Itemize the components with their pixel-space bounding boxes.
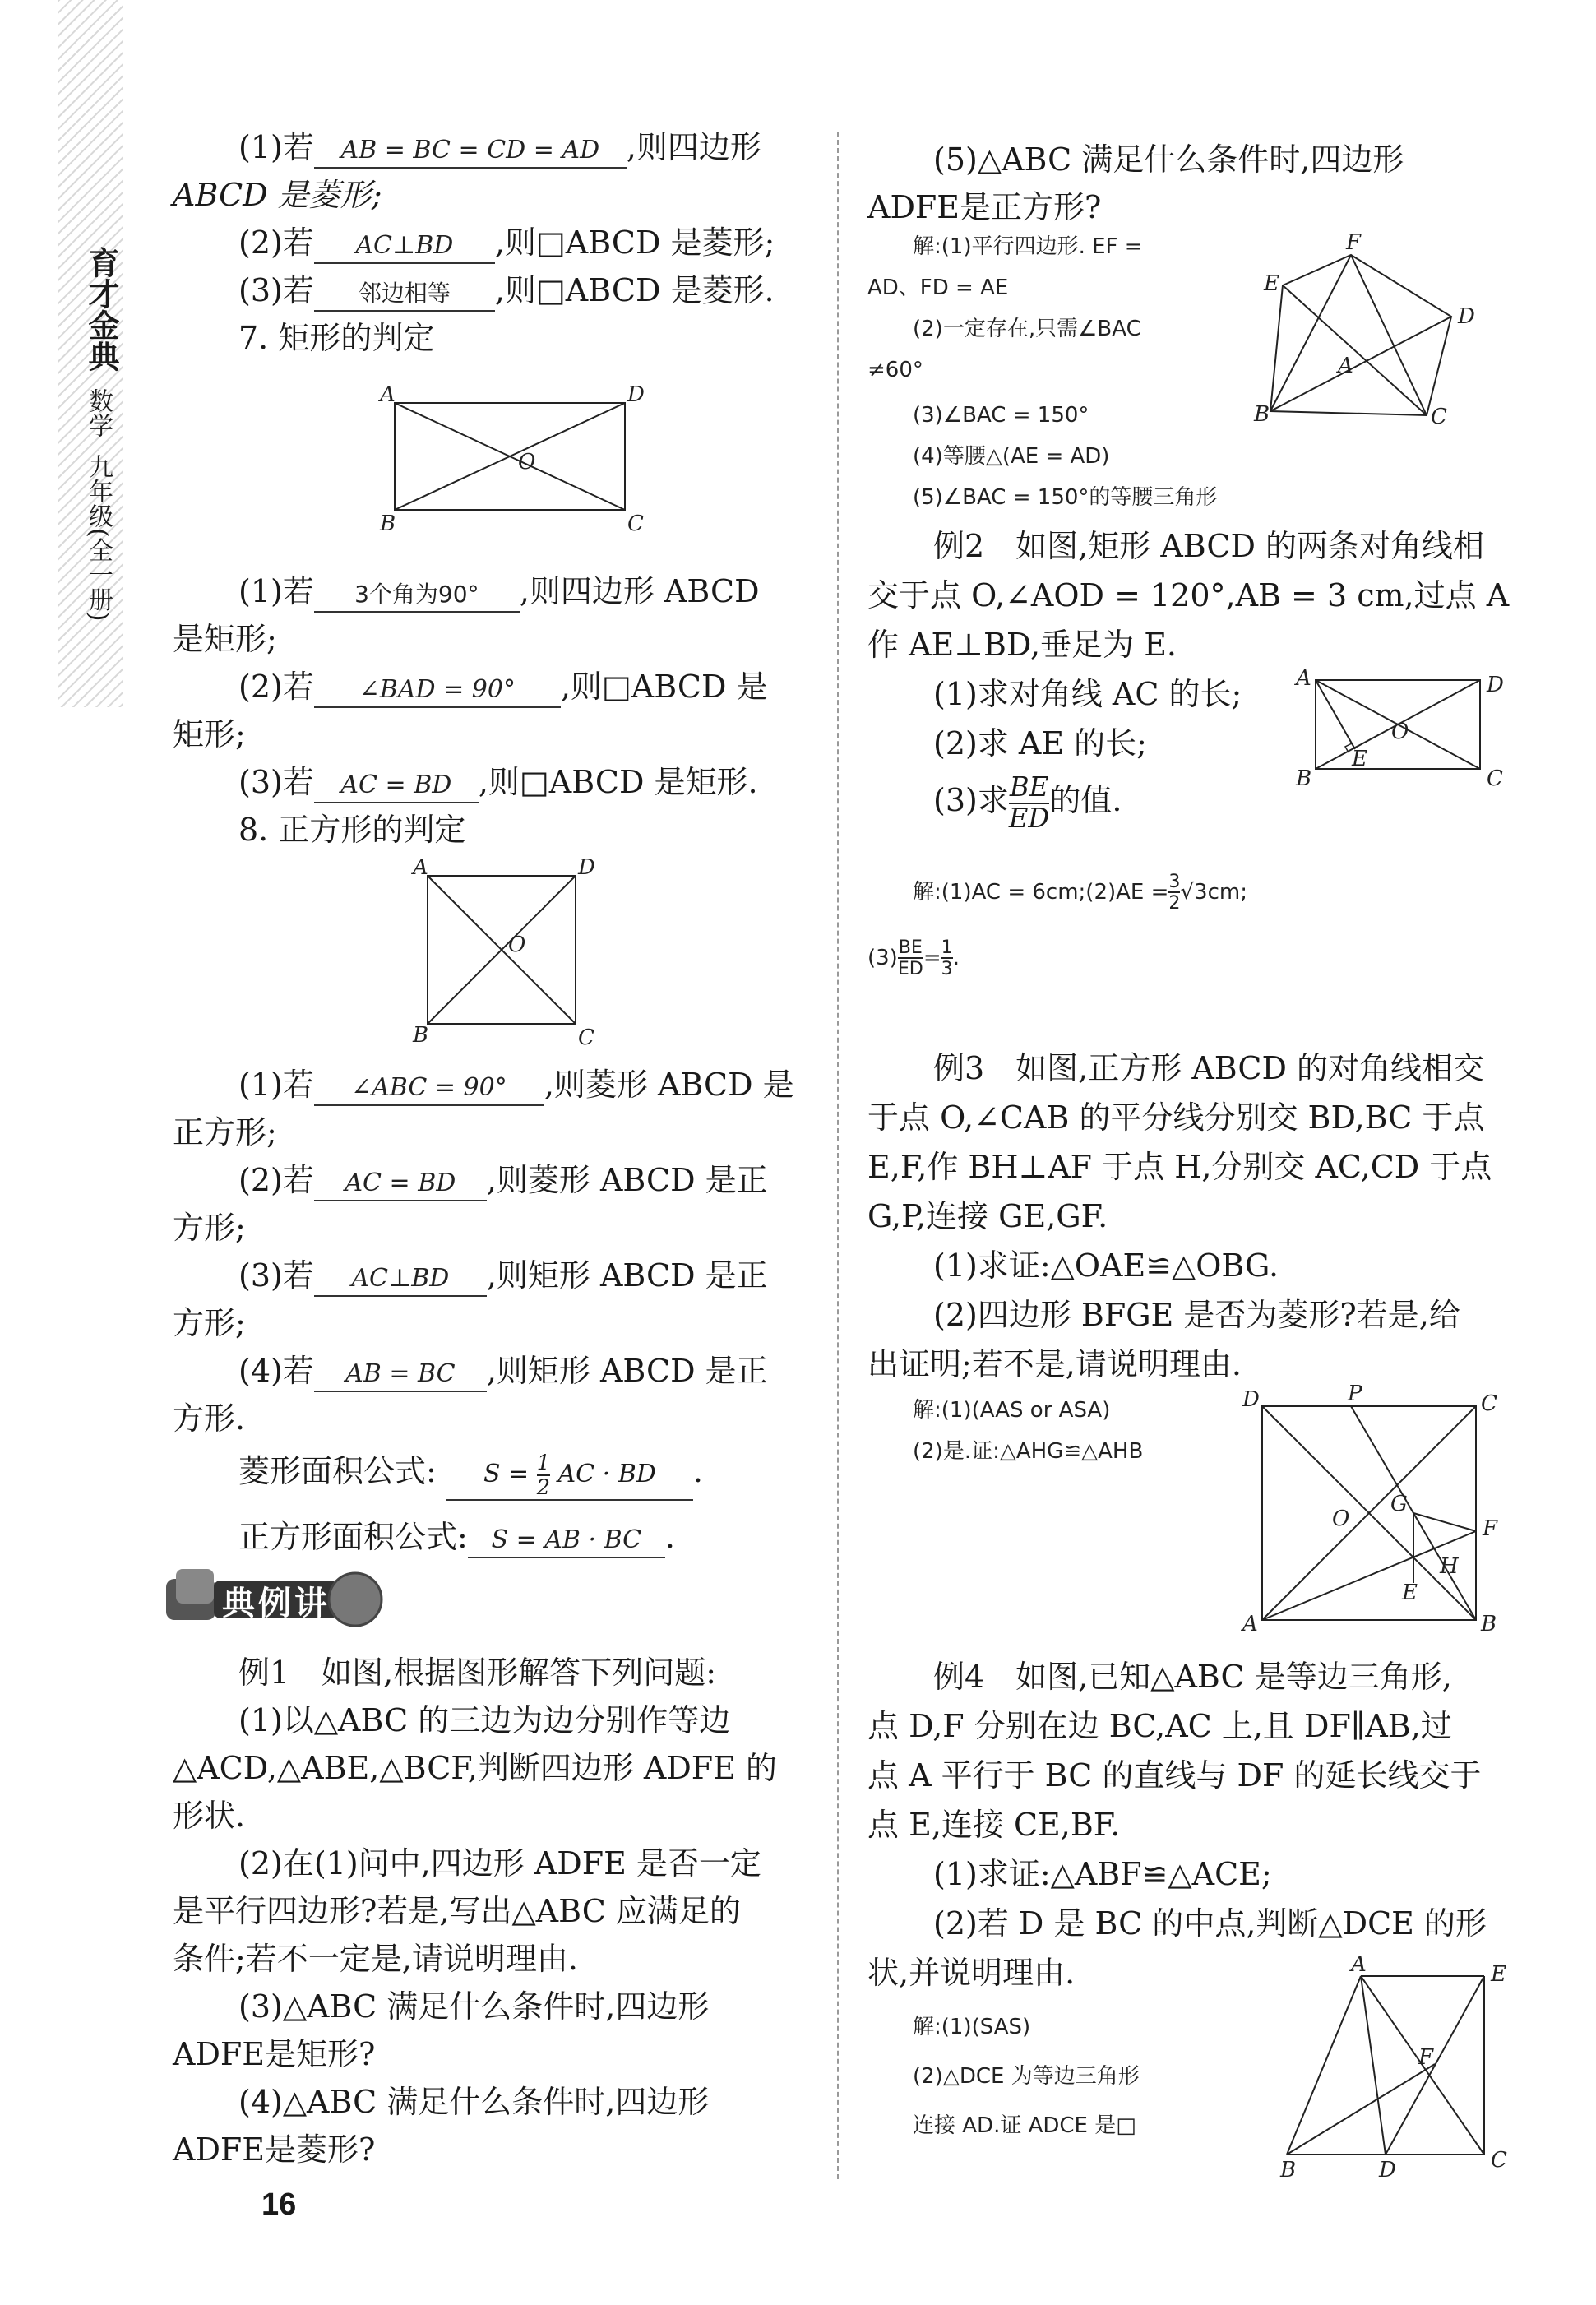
label-O: O — [508, 933, 526, 957]
ex4-line: 点 E,连接 CE,BF. — [867, 1807, 1121, 1843]
example-banner-text: 典例讲 — [222, 1585, 331, 1622]
answer-blank: AB = BC = CD = AD — [314, 134, 627, 169]
square-cond-2: (2)若 AC = BD ,则菱形 ABCD 是正 — [238, 1156, 768, 1204]
label-D: D — [1379, 2158, 1396, 2182]
example-4-figure — [1262, 1952, 1517, 2183]
label-A: A — [380, 382, 396, 407]
label-B: B — [1254, 402, 1270, 427]
ex1-line: 是平行四边形?若是,写出△ABC 应满足的 — [173, 1893, 741, 1929]
label-H: H — [1440, 1554, 1459, 1579]
ex1-q5-cont: ADFE是正方形? — [867, 189, 1102, 225]
ex1-line: (2)在(1)问中,四边形 ADFE 是否一定 — [238, 1845, 761, 1881]
ex1-solution-line: ≠60° — [867, 358, 923, 382]
label-O: O — [518, 450, 536, 474]
rhombus-cond-2: (2)若 AC⊥BD ,则□ABCD 是菱形; — [238, 219, 775, 266]
ex2-line: 作 AE⊥BD,垂足为 E. — [867, 627, 1177, 663]
ex4-solution-line: (2)△DCE 为等边三角形 — [913, 2064, 1140, 2089]
rhombus-area-formula: 菱形面积公式: S = $\frac{1}{2}$ AC · BD . — [238, 1450, 703, 1500]
ex1-line: 条件;若不一定是,请说明理由. — [173, 1941, 578, 1977]
answer-blank: AC⊥BD — [314, 229, 495, 264]
ex1-solution-line: (4)等腰△(AE = AD) — [913, 444, 1110, 469]
ex3-line: E,F,作 BH⊥AF 于点 H,分别交 AC,CD 于点 — [867, 1149, 1492, 1185]
rect-cond-3: (3)若 AC = BD ,则□ABCD 是矩形. — [238, 758, 758, 806]
rect-cond-1: (1)若 3个角为90° ,则四边形 ABCD — [238, 567, 760, 615]
ex1-line: ADFE是矩形? — [173, 2036, 376, 2072]
example-2-figure — [1291, 666, 1505, 794]
label-E: E — [1402, 1581, 1418, 1605]
label-B: B — [1280, 2158, 1297, 2182]
ex1-line: ADFE是菱形? — [173, 2131, 376, 2168]
rect-cond-1-cont: 是矩形; — [173, 621, 277, 657]
rect-cond-2-cont: 矩形; — [173, 716, 246, 752]
answer-blank: S = $\frac{1}{2}$ AC · BD — [446, 1451, 693, 1501]
label-E: E — [1352, 747, 1367, 771]
ex1-line: 例1 如图,根据图形解答下列问题: — [238, 1655, 717, 1691]
label-A: A — [413, 855, 428, 880]
label-C: C — [1481, 1391, 1497, 1416]
ex3-line: (2)四边形 BFGE 是否为菱形?若是,给 — [933, 1297, 1460, 1333]
square-cond-4: (4)若 AB = BC ,则矩形 ABCD 是正 — [238, 1347, 768, 1395]
column-divider — [837, 132, 839, 2179]
ex3-line: (1)求证:△OAE≌△OBG. — [933, 1247, 1279, 1284]
section-8-title: 8. 正方形的判定 — [238, 812, 466, 848]
label-O: O — [1332, 1507, 1350, 1531]
label-C: C — [578, 1025, 594, 1050]
ex3-line: G,P,连接 GE,GF. — [867, 1198, 1108, 1234]
ex3-solution-line: 解:(1)(AAS or ASA) — [913, 1398, 1111, 1423]
label-D: D — [1487, 673, 1504, 697]
label-A: A — [1351, 1952, 1367, 1977]
sidebar-grade: 九年级(全一册) — [84, 454, 113, 622]
ex2-line: (2)求 AE 的长; — [933, 725, 1147, 761]
label-P: P — [1348, 1382, 1362, 1406]
ex1-line: △ACD,△ABE,△BCF,判断四边形 ADFE 的 — [173, 1750, 777, 1786]
right-column — [867, 123, 1510, 2182]
example-3-figure — [1237, 1382, 1509, 1641]
ex1-line: 形状. — [173, 1798, 246, 1834]
ex3-solution-line: (2)是.证:△AHG≌△AHB — [913, 1439, 1144, 1464]
ex3-line: 于点 O,∠CAB 的平分线分别交 BD,BC 于点 — [867, 1099, 1485, 1136]
label-C: C — [1491, 2148, 1507, 2173]
label-B: B — [1481, 1612, 1497, 1636]
answer-blank: AC = BD — [314, 769, 479, 803]
label-F: F — [1483, 1516, 1498, 1541]
answer-blank: S = AB · BC — [468, 1524, 665, 1558]
ex2-line: 交于点 O,∠AOD = 120°,AB = 3 cm,过点 A — [867, 577, 1510, 613]
label-G: G — [1390, 1492, 1408, 1516]
label-F: F — [1418, 2045, 1434, 2070]
label-D: D — [1458, 304, 1475, 329]
ex4-solution-line: 解:(1)(SAS) — [913, 2015, 1031, 2039]
ex2-line: 例2 如图,矩形 ABCD 的两条对角线相 — [933, 528, 1485, 564]
answer-blank: ∠BAD = 90° — [314, 673, 561, 708]
answer-blank: AB = BC — [314, 1358, 487, 1392]
ex1-solution-line: (3)∠BAC = 150° — [913, 403, 1089, 428]
ex1-line: (4)△ABC 满足什么条件时,四边形 — [238, 2084, 710, 2120]
ex2-q3: (3)求 $\frac{BE}{ED}$ 的值. — [933, 771, 1122, 834]
answer-blank: 3个角为90° — [314, 578, 520, 613]
rect-cond-2: (2)若 ∠BAD = 90° ,则□ABCD 是 — [238, 663, 768, 710]
label-D: D — [1242, 1387, 1260, 1412]
square-cond-4-cont: 方形. — [173, 1400, 246, 1437]
label-D: D — [627, 382, 645, 407]
ex4-line: (1)求证:△ABF≌△ACE; — [933, 1856, 1272, 1892]
square-area-formula: 正方形面积公式: S = AB · BC . — [238, 1513, 675, 1561]
ex1-solution-line: (5)∠BAC = 150°的等腰三角形 — [913, 485, 1218, 510]
ex3-line: 例3 如图,正方形 ABCD 的对角线相交 — [933, 1050, 1485, 1086]
ex1-solution-line: (2)一定存在,只需∠BAC — [913, 317, 1141, 341]
example-1-figure — [1246, 226, 1501, 429]
sidebar-subject: 数学 — [84, 388, 113, 437]
ex4-line: 例4 如图,已知△ABC 是等边三角形, — [933, 1659, 1452, 1695]
square-cond-3-cont: 方形; — [173, 1305, 246, 1341]
ex2-solution-1: 解:(1)AC = 6cm;(2)AE = $\frac{3}{2}$ √3cm; — [913, 871, 1247, 914]
rectangle-figure — [378, 382, 645, 543]
label-C: C — [1431, 405, 1447, 429]
label-B: B — [380, 511, 396, 536]
ex1-q5: (5)△ABC 满足什么条件时,四边形 — [933, 141, 1404, 178]
square-cond-3: (3)若 AC⊥BD ,则矩形 ABCD 是正 — [238, 1252, 768, 1299]
answer-blank: AC⊥BD — [314, 1262, 487, 1297]
sidebar — [82, 247, 132, 621]
label-C: C — [627, 511, 644, 536]
label-F: F — [1346, 230, 1362, 255]
rhombus-cond-3: (3)若 邻边相等 ,则□ABCD 是菱形. — [238, 266, 775, 314]
square-figure — [411, 855, 600, 1050]
ex4-line: 点 A 平行于 BC 的直线与 DF 的延长线交于 — [867, 1757, 1482, 1794]
label-E: E — [1264, 271, 1279, 296]
answer-blank: ∠ABC = 90° — [314, 1072, 544, 1106]
label-B: B — [413, 1023, 429, 1048]
ex2-line: (1)求对角线 AC 的长; — [933, 676, 1242, 712]
ex2-solution-2: (3) $\frac{BE}{ED}$ = $\frac{1}{3}$ . — [867, 937, 960, 980]
ex1-solution-line: AD、FD = AE — [867, 275, 1009, 300]
square-cond-1: (1)若 ∠ABC = 90° ,则菱形 ABCD 是 — [238, 1061, 794, 1109]
label-B: B — [1296, 766, 1312, 791]
label-D: D — [578, 855, 595, 880]
rhombus-cond-1-cont: ABCD 是菱形; — [173, 177, 382, 213]
ex3-line: 出证明;若不是,请说明理由. — [867, 1346, 1242, 1382]
label-A: A — [1242, 1612, 1258, 1636]
ex4-line: 点 D,F 分别在边 BC,AC 上,且 DF∥AB,过 — [867, 1708, 1452, 1744]
square-cond-1-cont: 正方形; — [173, 1114, 277, 1150]
label-E: E — [1491, 1962, 1506, 1987]
ex4-line: 状,并说明理由. — [867, 1955, 1076, 1991]
section-7-title: 7. 矩形的判定 — [238, 320, 435, 356]
ex1-line: (1)以△ABC 的三边为边分别作等边 — [238, 1702, 731, 1738]
label-C: C — [1487, 766, 1503, 791]
label-A: A — [1338, 354, 1353, 378]
page-number: 16 — [261, 2187, 297, 2222]
label-A: A — [1296, 666, 1311, 691]
answer-blank: AC = BD — [314, 1167, 487, 1201]
square-cond-2-cont: 方形; — [173, 1210, 246, 1246]
ex1-solution-line: 解:(1)平行四边形. EF = — [913, 234, 1143, 259]
answer-blank: 邻边相等 — [314, 277, 495, 312]
ex4-line: (2)若 D 是 BC 的中点,判断△DCE 的形 — [933, 1905, 1487, 1942]
label-O: O — [1391, 720, 1409, 744]
rhombus-cond-1: (1)若 AB = BC = CD = AD ,则四边形 — [238, 123, 761, 171]
ex1-line: (3)△ABC 满足什么条件时,四边形 — [238, 1988, 710, 2025]
ex4-solution-line: 连接 AD.证 ADCE 是□ — [913, 2113, 1136, 2138]
sidebar-brand: 育才金典 — [83, 247, 120, 372]
